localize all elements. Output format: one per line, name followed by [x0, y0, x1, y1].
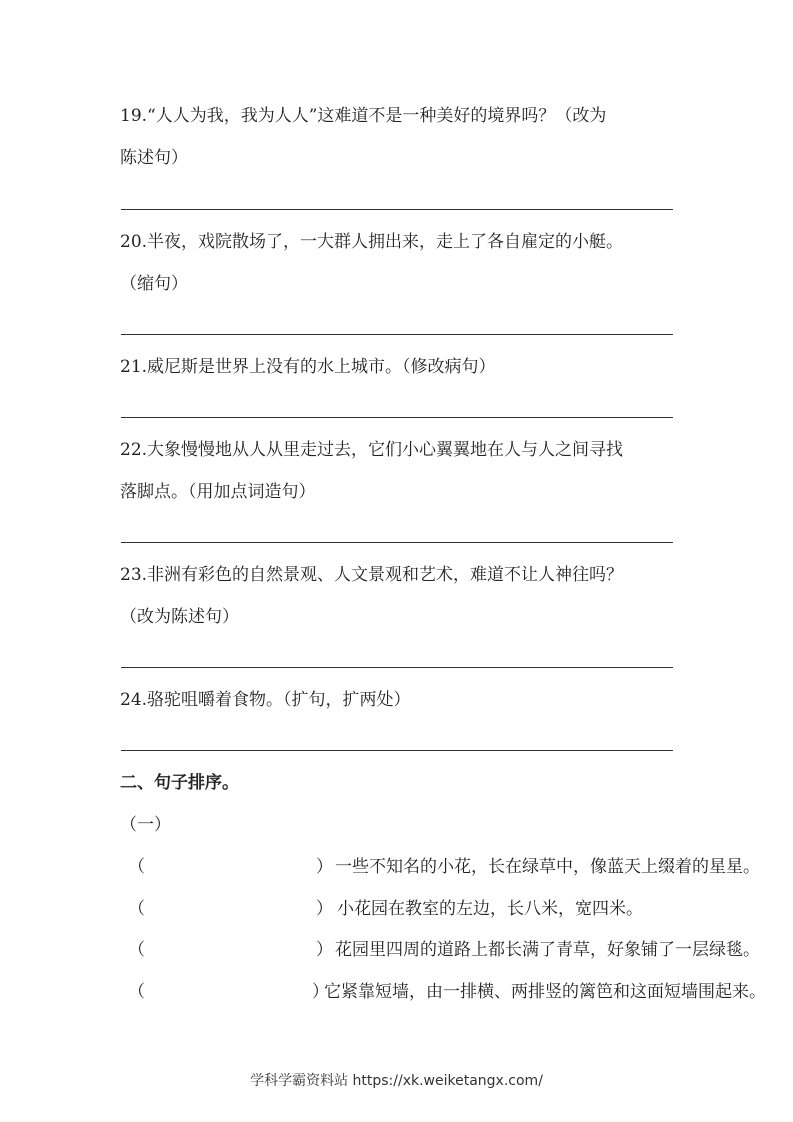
- question-23-line-2: （改为陈述句）: [120, 607, 239, 627]
- order-item-text: 一些不知名的小花，长在绿草中，像蓝天上缀着的星星。: [335, 857, 760, 877]
- answer-line-20[interactable]: [121, 334, 673, 335]
- question-21-line-1: 21.威尼斯是世界上没有的水上城市。（修改病句）: [120, 357, 496, 377]
- question-19-line-1: 19.“人人为我，我为人人”这难道不是一种美好的境界吗？（改为: [120, 106, 607, 126]
- answer-line-19[interactable]: [121, 209, 673, 210]
- order-blank-open[interactable]: （: [128, 940, 145, 960]
- question-23-line-1: 23.非洲有彩色的自然景观、人文景观和艺术，难道不让人神往吗？: [120, 565, 624, 585]
- order-blank-open[interactable]: （: [128, 899, 145, 919]
- answer-line-22[interactable]: [121, 542, 673, 543]
- answer-line-24[interactable]: [121, 750, 673, 751]
- question-22-line-1: 22.大象慢慢地从人从里走过去，它们小心翼翼地在人与人之间寻找: [120, 440, 624, 460]
- order-item-text: 它紧靠短墙，由一排横、两排竖的篱笆和这面短墙围起来。: [324, 982, 766, 1002]
- order-blank-close[interactable]: ）: [316, 899, 333, 919]
- question-20-line-1: 20.半夜，戏院散场了，一大群人拥出来，走上了各自雇定的小艇。: [120, 232, 624, 252]
- answer-line-23[interactable]: [121, 667, 673, 668]
- question-19-line-2: 陈述句）: [120, 148, 188, 168]
- order-blank-close[interactable]: ）: [316, 857, 333, 877]
- question-20-line-2: （缩句）: [120, 274, 188, 294]
- order-blank-close[interactable]: ）: [312, 982, 329, 1002]
- order-item-text: 小花园在教室的左边，长八米，宽四米。: [337, 899, 643, 919]
- section-subheading: （一）: [120, 815, 171, 835]
- footer-watermark: 学科学霸资料站 https://xk.weiketangx.com/: [250, 1073, 543, 1089]
- order-blank-open[interactable]: （: [128, 857, 145, 877]
- section-heading: 二、句子排序。: [120, 773, 239, 793]
- order-blank-open[interactable]: （: [128, 982, 145, 1002]
- order-item-text: 花园里四周的道路上都长满了青草，好象铺了一层绿毯。: [335, 940, 760, 960]
- answer-line-21[interactable]: [121, 417, 673, 418]
- order-blank-close[interactable]: ）: [316, 940, 333, 960]
- question-22-line-2: 落脚点。（用加点词造句）: [120, 482, 316, 502]
- question-24-line-1: 24.骆驼咀嚼着食物。（扩句，扩两处）: [120, 690, 411, 710]
